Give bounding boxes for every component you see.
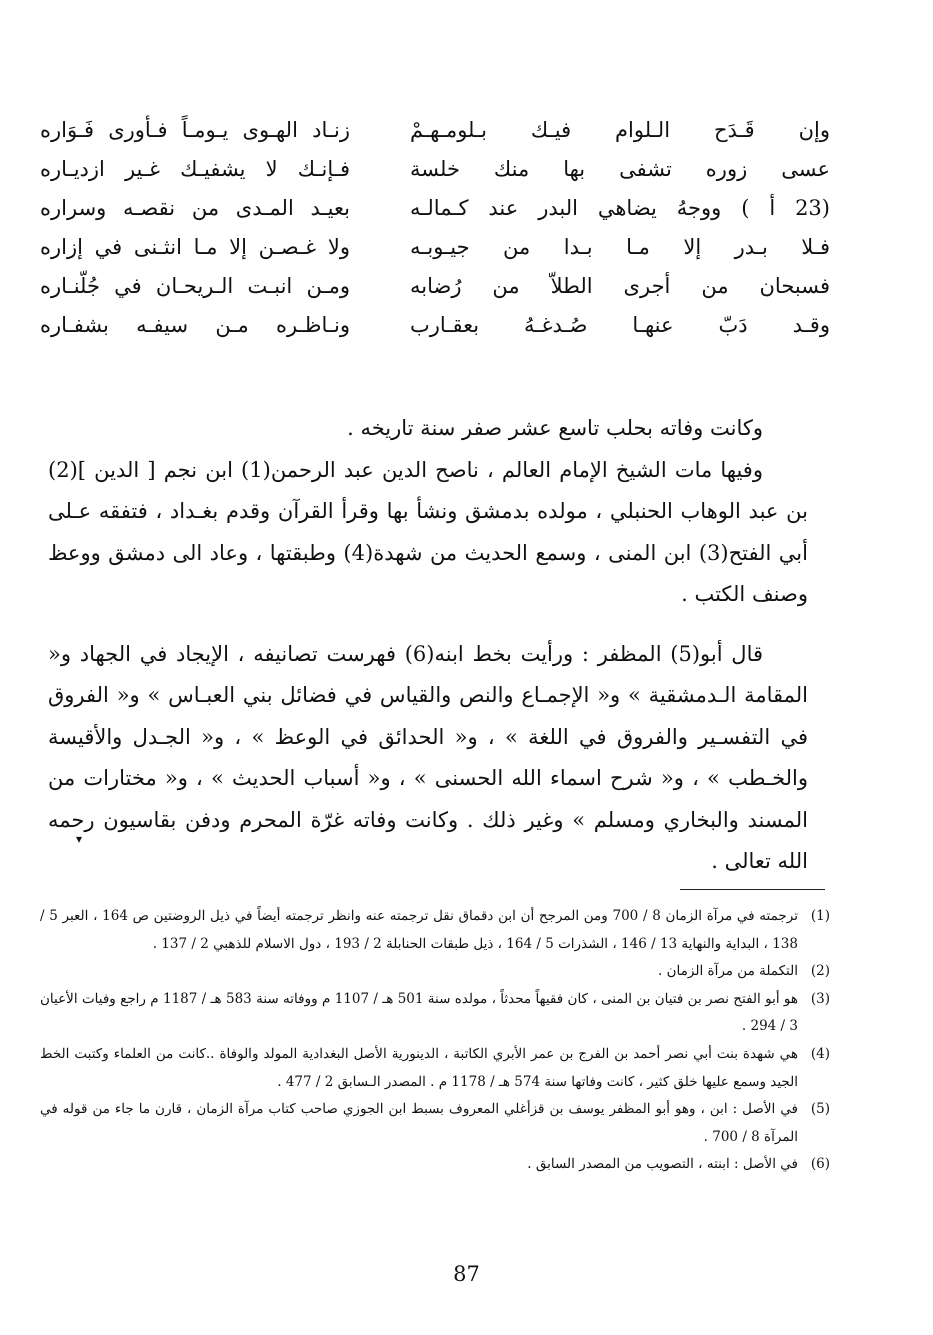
footnote-number: (4) bbox=[810, 1045, 830, 1062]
footnote-text: هي شهدة بنت أبي نصر أحمد بن الفرج بن عمر الأبري الكاتبة ، الدينورية الأصل البغدادية المولد والوفاة ..كانت من العلماء وكتبت الخط الجيد وسمع عليها خلق كثير ، كانت وفاتها سنة 574 هـ / 1178 م . المصدر الـسابق 2 / 477 . bbox=[40, 1045, 798, 1090]
body-text bbox=[48, 408, 808, 883]
stray-mark: ▾ bbox=[76, 832, 83, 846]
footnote-number: (6) bbox=[810, 1156, 830, 1173]
poem-verse bbox=[40, 149, 830, 188]
verse-second-hemistich: فـإنـك لا يشفيـك غـير ازديـاره bbox=[40, 156, 350, 181]
verse-second-hemistich: ومـن انبـت الـريحـان في جُلّنـاره bbox=[40, 273, 350, 298]
footnote bbox=[40, 958, 830, 986]
verse-first-hemistich: فـلا بـدر إلا مـا بـدا من جيـوبـه bbox=[410, 234, 830, 259]
footnote-text: ترجمته في مرآة الزمان 8 / 700 ومن المرجح أن ابن دقماق نقل ترجمته عنه وانظر ترجمته أيضاً في ذيل الروضتين ص 164 ، العبر 5 / 138 ، البداية والنهاية 13 / 146 ، الشذرات 5 / 164 ، ذيل طبقات الحنابلة 2 / 193 ، دول الاسلام للذهبي 2 / 137 . bbox=[40, 908, 798, 952]
poem-verse bbox=[40, 266, 830, 305]
footnote bbox=[40, 1096, 830, 1151]
footnote bbox=[40, 986, 830, 1041]
verse-second-hemistich: زنـاد الهـوى يـومـاً فـأورى فَـوَاره bbox=[40, 117, 350, 142]
poem-block bbox=[40, 110, 830, 344]
verse-first-hemistich: وقـد دَبّ عنهـا صُـدغـهُ بعقـارب bbox=[410, 312, 830, 337]
verse-first-hemistich: فسبحان من أجرى الطلاّ من رُضابه bbox=[410, 273, 830, 298]
verse-first-hemistich: عسى زوره تشفى بها منك خلسة bbox=[410, 156, 830, 181]
footnote bbox=[40, 903, 830, 958]
poem-verse bbox=[40, 110, 830, 149]
footnote-number: (3) bbox=[810, 990, 830, 1007]
footnote bbox=[40, 1151, 830, 1179]
footnote-number: (2) bbox=[810, 963, 830, 980]
footnote bbox=[40, 1041, 830, 1096]
verse-first-hemistich: وإن قَـدَح الـلوام فيـك بـلومـهـمْ bbox=[410, 117, 830, 142]
page-number: 87 bbox=[453, 1262, 480, 1286]
verse-second-hemistich: بعيـد المـدى من نقصـه وسراره bbox=[40, 195, 350, 220]
footnote-divider bbox=[680, 889, 825, 890]
footnote-text: التكملة من مرآة الزمان . bbox=[658, 963, 798, 980]
poem-verse bbox=[40, 305, 830, 344]
paragraph-biography: وفيها مات الشيخ الإمام العالم ، ناصح الدين عبد الرحمن(1) ابن نجم [ الدين ](2) بن عبد الوهاب الحنبلي ، مولده بدمشق ونشأ بها وقرأ القرآن وقدم بغـداد ، فتفقه عـلى أبي الفتح(3) ابن المنى ، وسمع الحديث من شهدة(4) وطبقتها ، وعاد الى دمشق ووعظ وصنف الكتب . bbox=[48, 457, 808, 606]
footnote-text: في الأصل : ابن ، وهو أبو المظفر يوسف بن قزأغلي المعروف بسبط ابن الجوزي صاحب كتاب مرآة الزمان ، قارن ما جاء من قوله في المرآة 8 / 700 . bbox=[40, 1101, 798, 1145]
verse-second-hemistich: ونـاظـره مـن سيفـه بشفـاره bbox=[40, 312, 350, 337]
footnote-number: (1) bbox=[810, 908, 830, 924]
poem-verse bbox=[40, 188, 830, 227]
footnote-number: (5) bbox=[810, 1101, 830, 1118]
verse-second-hemistich: ولا غـصـن إلا مـا انثـنى في إزاره bbox=[40, 234, 350, 259]
verse-first-hemistich: (23 أ ) ووجهُ يضاهي البدر عند كـمالـه bbox=[410, 195, 830, 220]
poem-verse bbox=[40, 227, 830, 266]
footnote-text: في الأصل : ابنته ، التصويب من المصدر السابق . bbox=[527, 1156, 798, 1173]
paragraph-death-note: وكانت وفاته بحلب تاسع عشر صفر سنة تاريخه . bbox=[347, 416, 763, 440]
footnotes bbox=[40, 903, 830, 1179]
paragraph-works: قال أبو(5) المظفر : ورأيت بخط ابنه(6) فهرست تصانيفه ، الإيجاد في الجهاد و« المقامة الـدمشقية » و« الإجمـاع والنص والقياس في فضائل بني العبـاس » و« الفروق في التفسـير والفروق في اللغة » ، و« الحدائق في الوعظ » ، و« الجـدل والأقيسة والخـطب » ، و« شرح اسماء الله الحسنى » ، و« أسباب الحديث » ، و« مختارات من المسند والبخاري ومسلم » وغير ذلك . وكانت وفاته غرّة المحرم ودفن بقاسيون رحمه الله تعالى . bbox=[48, 641, 808, 873]
footnote-text: هو أبو الفتح نصر بن فتيان بن المنى ، كان فقيهاً محدثاً ، مولده سنة 501 هـ / 1107 م ووفاته سنة 583 هـ / 1187 م راجع وفيات الأعيان 3 / 294 . bbox=[40, 990, 799, 1035]
